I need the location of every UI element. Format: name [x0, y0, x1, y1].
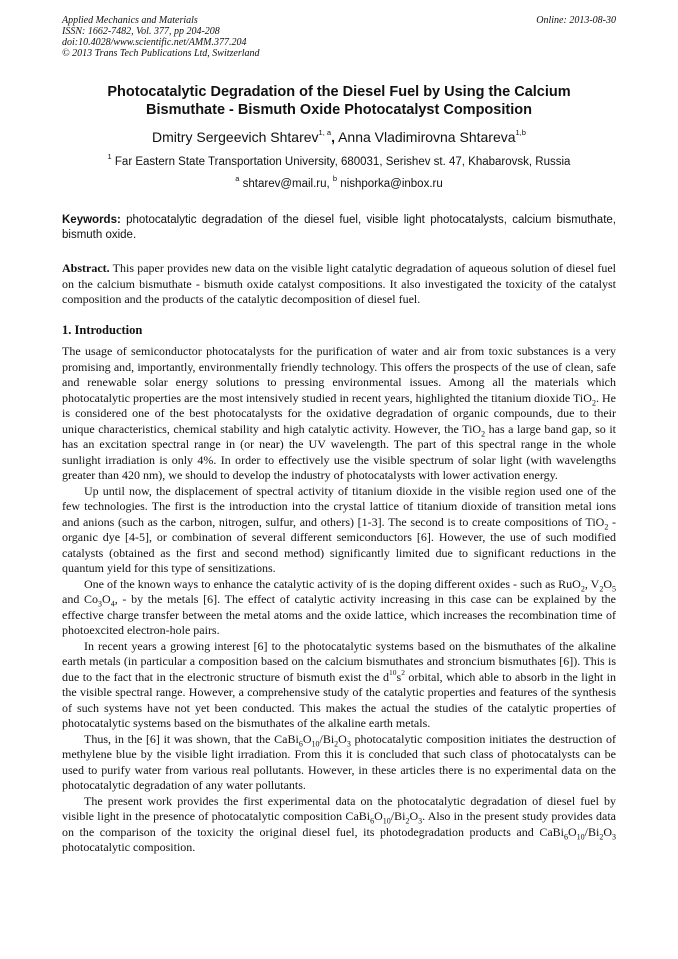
copyright-line: © 2013 Trans Tech Publications Ltd, Switzerland: [62, 48, 260, 59]
subscript: 2: [580, 583, 585, 593]
subscript: 2: [334, 738, 339, 748]
online-date: Online: 2013-08-30: [536, 15, 616, 26]
text-run: In recent years a growing interest [6] to the photocatalytic systems based on the bismuthates of the alkaline earth metals (in particular a composition based on the calcium bismuthates and stroncium bismuthates [6]). This is due to the fact that in the electronic structure of bismuth exist the d: [62, 638, 616, 684]
section-heading-introduction: 1. Introduction: [62, 323, 143, 337]
text-run: One of the known ways to enhance the catalytic activity of is the doping different oxides - such as RuO: [84, 576, 581, 591]
paragraph: [62, 639, 616, 732]
text-run: O: [603, 824, 612, 839]
subscript: 3: [98, 599, 103, 609]
text-run: O: [338, 731, 347, 746]
subscript: 2: [599, 831, 604, 841]
email-a-mark: a: [235, 174, 240, 184]
text-run: . He is considered one of the best photocatalysts for the oxidative degradation of organic compounds, due to their unique characteristics, chemical stability and high catalytic activity. However, the TiO: [62, 390, 617, 436]
journal-header: [62, 15, 616, 59]
subscript: 4: [110, 599, 115, 609]
email-a[interactable]: shtarev@mail.ru,: [242, 178, 330, 190]
author-separator: ,: [331, 129, 335, 145]
text-run: /Bi: [584, 824, 600, 839]
abstract-block: [62, 261, 616, 308]
journal-name: Applied Mechanics and Materials: [62, 15, 198, 26]
subscript: 3: [418, 816, 423, 826]
text-run: O: [409, 809, 419, 823]
author-emails: [62, 174, 616, 192]
subscript: 10: [382, 816, 391, 826]
author-2-name: Anna Vladimirovna Shtareva: [338, 129, 516, 145]
affiliation-text: Far Eastern State Transportation University, 680031, Serishev st. 47, Khabarovsk, Russia: [114, 156, 571, 168]
text-run: /Bi: [319, 731, 335, 746]
text-run: /Bi: [390, 809, 406, 823]
subscript: 6: [370, 816, 375, 826]
subscript: 10: [576, 831, 585, 841]
text-run: - organic dye [4-5], or combination of several different semiconductors [6]. However, the use of such modified catalysts (obtained as the first and second method) significantly limited due to significant reductions in the quantum yield for this type of sensitizations.: [62, 514, 616, 575]
paragraph: [62, 732, 616, 794]
author-1-name: Dmitry Sergeevich Shtarev: [152, 129, 319, 145]
subscript: 2: [591, 397, 596, 407]
text-run: and Co: [62, 592, 99, 606]
paper-title: [62, 83, 616, 119]
author-1-affil-mark: 1, a: [318, 128, 332, 138]
text-run: O: [603, 576, 612, 591]
abstract-label: Abstract.: [62, 261, 110, 275]
affiliation: [62, 152, 616, 170]
text-run: , V: [584, 576, 600, 591]
text-run: photocatalytic composition initiates the destruction of methylene blue by the visible light irradiation. From this it is concluded that such class of photocatalysts can be used to purify water from various real pollutants. However, in these articles there is no experimental data on the photocatalytic degradation of any water pollutants.: [62, 731, 616, 792]
text-run: O: [102, 592, 111, 606]
keywords-label: Keywords:: [62, 214, 121, 226]
paragraph: [62, 484, 616, 577]
paragraph: [62, 344, 616, 484]
subscript: 3: [346, 738, 351, 748]
text-run: Up until now, the displacement of spectral activity of titanium dioxide in the visible region used one of the few technologies. The first is the introduction into the crystal lattice of titanium dioxide of transition metal ions and anions (such as the carbon, nitrogen, sulfur, and others) [1-3]. The second is to create compositions of TiO: [62, 483, 616, 529]
text-run: s: [396, 669, 402, 684]
email-b-mark: b: [332, 174, 338, 184]
email-b[interactable]: nishporka@inbox.ru: [340, 178, 443, 190]
author-list: [62, 128, 616, 146]
subscript: 2: [604, 521, 609, 531]
text-run: , - by the metals [6]. The effect of catalytic activity increasing in this case can be explained by the effective charge transfer between the metal atoms and the oxide lattice, which increases the recombination time of photoexcited electron-hole pairs.: [62, 592, 616, 637]
subscript: 2: [405, 816, 410, 826]
text-run: O: [302, 731, 312, 746]
subscript: 3: [612, 831, 616, 841]
paragraph: [62, 577, 616, 639]
text-run: The present work provides the first experimental data on the photocatalytic degradation of diesel fuel by visible light in the presence of photocatalytic composition CaBi: [62, 793, 616, 823]
subscript: 2: [481, 428, 486, 438]
doi-line: doi:10.4028/www.scientific.net/AMM.377.204: [62, 37, 247, 48]
title-line-2: Bismuthate - Bismuth Oxide Photocatalyst Composition: [146, 102, 532, 118]
title-line-1: Photocatalytic Degradation of the Diesel Fuel by Using the Calcium: [107, 84, 571, 100]
abstract-text: This paper provides new data on the visible light catalytic degradation of aqueous solution of diesel fuel on the calcium bismuthate - bismuth oxide catalyst compositions. It also investigated the toxicity of the catalyst composition and the products of the catalytic decomposition of diesel fuel.: [62, 261, 616, 306]
issn-line: ISSN: 1662-7482, Vol. 377, pp 204-208: [62, 26, 220, 37]
text-run: Thus, in the [6] it was shown, that the CaBi: [84, 731, 299, 746]
subscript: 6: [563, 831, 568, 841]
superscript: 2: [401, 667, 405, 677]
subscript: 10: [311, 738, 320, 748]
text-run: photocatalytic composition.: [62, 840, 196, 854]
text-run: orbital, which able to absorb in the light in the visible spectral range. However, a comprehensive study of the catalytic properties and features of the synthesis of such systems have not yet been conducted. This makes the actual the studies of the catalytic properties of photocatalytic systems based on the bismuthates of the alkaline earth metals.: [62, 669, 616, 730]
subscript: 6: [298, 738, 303, 748]
text-run: . Also in the present study provides data on the comparison of the toxicity the original diesel fuel, its photodegradation products and CaBi: [62, 809, 616, 839]
author-2-affil-mark: 1,b: [515, 128, 526, 138]
text-run: O: [567, 824, 577, 839]
keywords-text: photocatalytic degradation of the diesel fuel, visible light photocatalysts, calcium bismuthate, bismuth oxide.: [62, 214, 616, 241]
introduction-body: [62, 344, 616, 856]
text-run: has a large band gap, so it has an excitation spectral range in (or near) the UV wavelength. The part of this spectral range in the whole sunlight irradiation is only 4%. In order to effectively use the visible spectrum of solar light (with wavelengths greater than 420 nm), we should to develop the industry of photocatalysts with lower activation energy.: [62, 421, 616, 482]
paragraph: [62, 794, 616, 856]
text-run: The usage of semiconductor photocatalysts for the purification of water and air from toxic substances is a very promising and, importantly, environmentally friendly technology. This offers the prospects of the use of clean, safe and renewable solar energy solutions to pressing environmental issues. Among all the materials which photocatalytic properties are the most intensively studied in recent years, highlighted the titanium dioxide TiO: [62, 344, 616, 405]
affiliation-mark: 1: [107, 152, 112, 162]
superscript: 10: [389, 667, 397, 677]
text-run: O: [374, 809, 383, 823]
keywords-block: [62, 213, 616, 243]
subscript: 5: [612, 583, 616, 593]
subscript: 2: [599, 583, 604, 593]
